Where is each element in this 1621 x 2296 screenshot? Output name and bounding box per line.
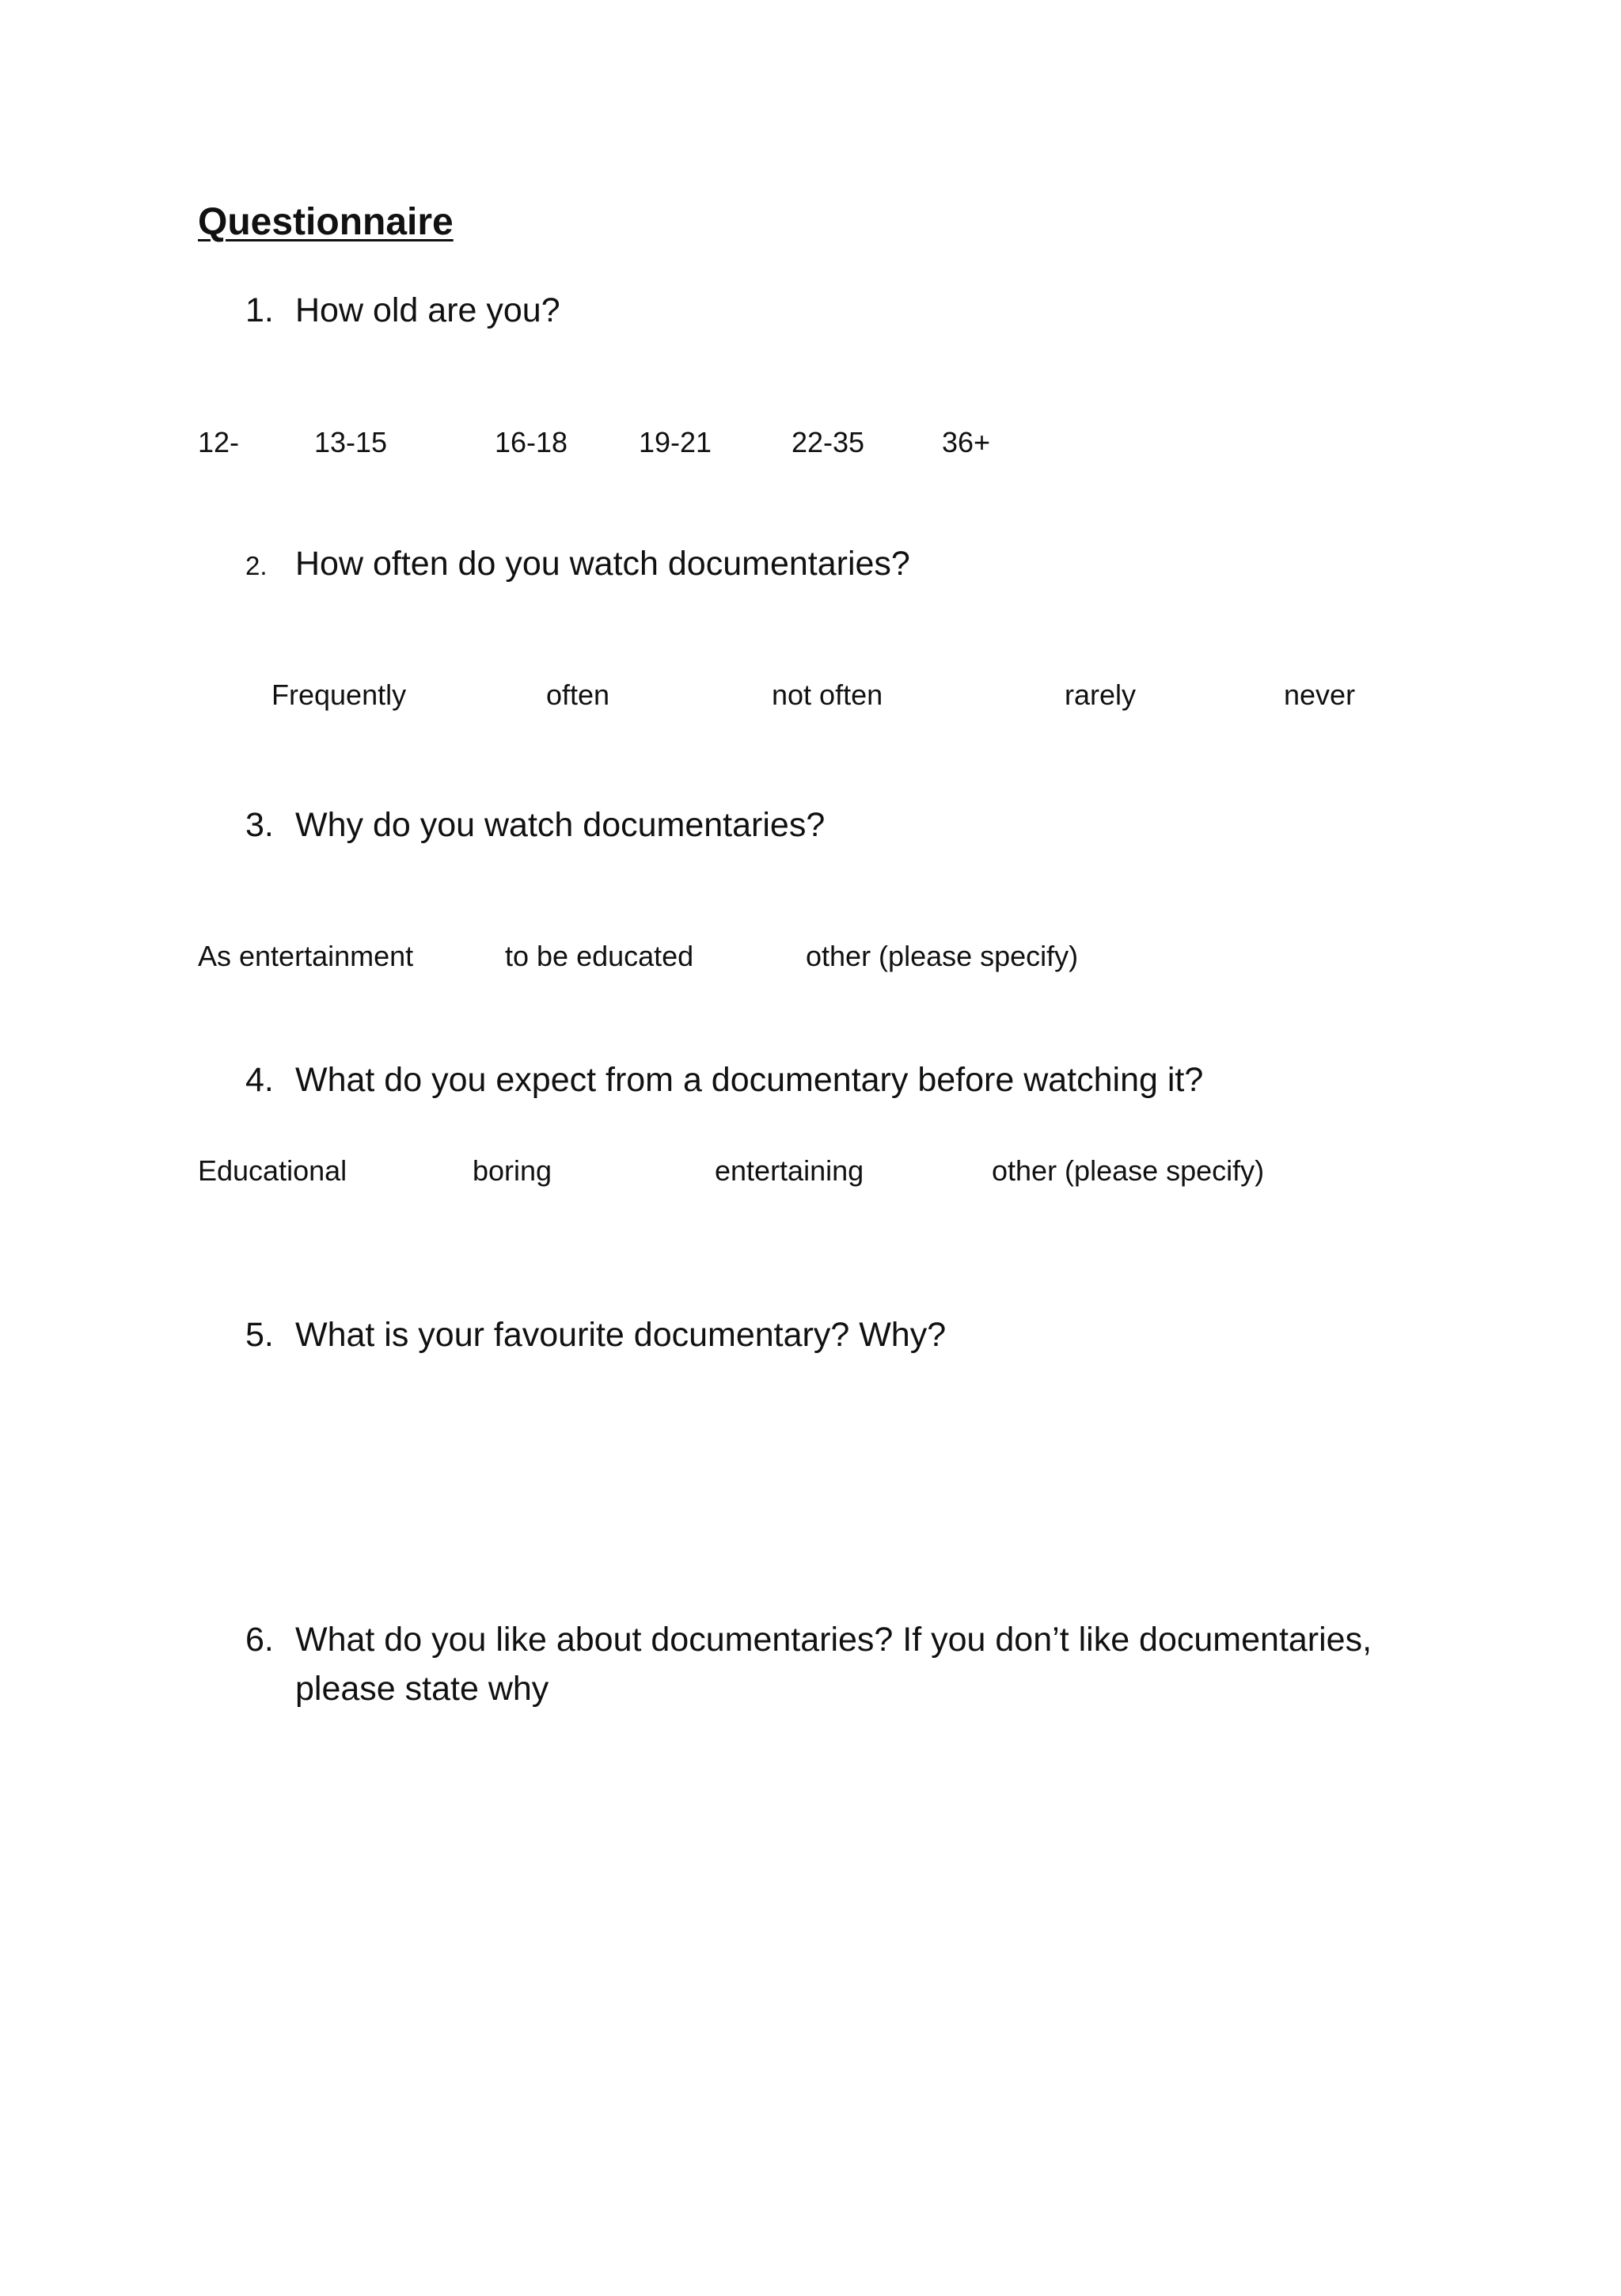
question-text: Why do you watch documentaries? — [295, 806, 826, 844]
question-number: 4. — [245, 1061, 274, 1099]
question-text: How old are you? — [295, 291, 560, 329]
answer-option: rarely — [1065, 679, 1137, 711]
answer-option: 36+ — [942, 426, 991, 458]
answer-option: often — [546, 679, 610, 711]
answer-option: 13-15 — [314, 426, 388, 458]
page-title: Questionnaire — [198, 201, 454, 243]
answer-option: other (please specify) — [992, 1154, 1265, 1187]
question-number: 5. — [245, 1316, 274, 1354]
question-text: What do you expect from a documentary before watching it? — [295, 1061, 1204, 1099]
answer-option: Educational — [198, 1154, 347, 1187]
answer-option: boring — [473, 1154, 552, 1187]
answer-option: 16-18 — [495, 426, 568, 458]
question-number: 2. — [245, 551, 268, 580]
question-text-line-2: please state why — [295, 1670, 549, 1708]
question-text: What is your favourite documentary? Why? — [295, 1316, 947, 1354]
answer-option: to be educated — [505, 940, 694, 972]
question-number: 3. — [245, 806, 274, 844]
answer-option: entertaining — [715, 1154, 864, 1187]
question-text-line-1: What do you like about documentaries? If you don’t like documentaries, — [295, 1621, 1372, 1659]
question-number: 6. — [245, 1621, 274, 1659]
answer-option: other (please specify) — [806, 940, 1079, 972]
answer-option: 12- — [198, 426, 240, 458]
answer-option: 19-21 — [639, 426, 712, 458]
answer-option: Frequently — [271, 679, 407, 711]
answer-option: 22-35 — [792, 426, 865, 458]
question-text: How often do you watch documentaries? — [295, 545, 910, 583]
answer-option: not often — [772, 679, 883, 711]
answer-option: never — [1284, 679, 1356, 711]
question-number: 1. — [245, 291, 274, 329]
answer-option: As entertainment — [198, 940, 414, 972]
